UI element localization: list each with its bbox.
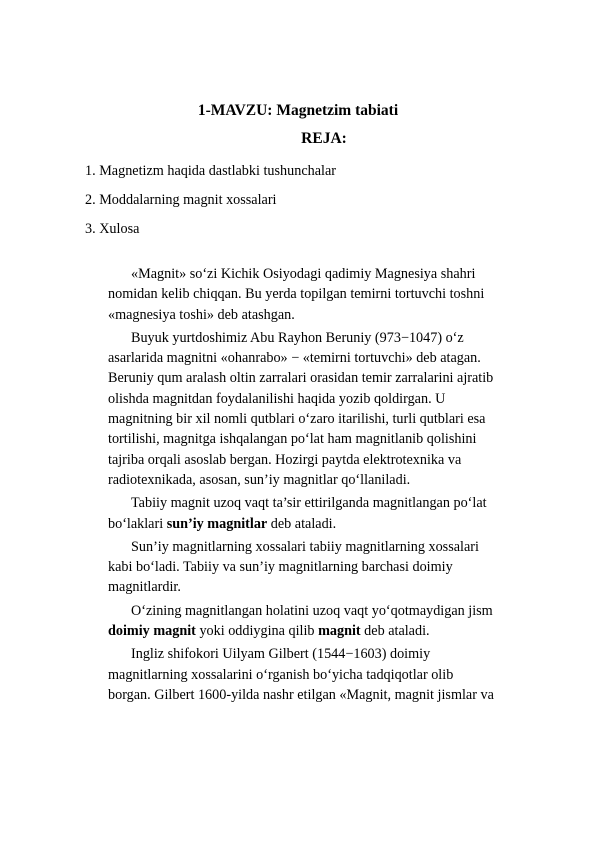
text-run: deb ataladi. — [360, 623, 430, 640]
plan-item: 2. Moddalarning magnit xossalari — [85, 192, 277, 208]
paragraph-artificial-magnets — [85, 493, 541, 534]
text-line: borgan. Gilbert 1600-yilda nashr etilgan «Magnit, magnit jismlar va — [108, 686, 494, 703]
text-line: Tabiiy magnit uzoq vaqt ta’sir ettirilganda magnitlangan po‘lat — [131, 495, 487, 512]
text-line: Buyuk yurtdoshimiz Abu Rayhon Beruniy (973−1047) o‘z — [131, 329, 464, 346]
text-line: tortilishi, magnitga ishqalangan po‘lat ham magnitlanib qolishini — [108, 431, 477, 448]
text-line: radiotexnikada, asosan, sun’iy magnitlar qo‘llaniladi. — [108, 471, 411, 488]
text-line — [85, 514, 541, 534]
text-line: Sun’iy magnitlarning xossalari tabiiy magnitlarning xossalari — [131, 538, 479, 555]
text-line: O‘zining magnitlangan holatini uzoq vaqt yo‘qotmaydigan jism — [131, 602, 493, 619]
bold-term: doimiy magnit — [108, 623, 196, 640]
page-title: 1-MAVZU: Magnetzim tabiati — [197, 102, 399, 119]
document-body — [85, 264, 541, 705]
paragraph-gilbert — [85, 644, 541, 705]
text-line: magnitning bir xil nomli qutblari o‘zaro itarilishi, turli qutblari esa — [108, 411, 486, 428]
paragraph-permanent-magnets — [85, 537, 541, 598]
text-line: tajriba orqali asoslab bergan. Hozirgi paytda elektrotexnika va — [108, 451, 462, 468]
text-line: olishda magnitdan foydalanilishi haqida yozib qoldirgan. U — [108, 390, 446, 407]
plan-list — [85, 161, 545, 248]
text-line: Beruniy qum aralash oltin zarralari orasidan temir zarralarini ajratib — [108, 370, 494, 387]
text-line: «Magnit» so‘zi Kichik Osiyodagi qadimiy Magnesiya shahri — [131, 266, 476, 282]
bold-term: sun’iy magnitlar — [166, 515, 268, 532]
text-line — [85, 621, 541, 641]
text-run: deb ataladi. — [267, 515, 337, 532]
text-line: asarlarida magnitni «ohanrabo» − «temirni tortuvchi» deb atagan. — [108, 350, 481, 367]
paragraph-magnit-origin — [85, 264, 541, 325]
text-line: magnitlarning xossalarini o‘rganish bo‘yicha tadqiqotlar olib — [108, 666, 454, 683]
plan-item: 1. Magnetizm haqida dastlabki tushunchalar — [85, 163, 336, 179]
plan-heading: REJA: — [301, 130, 347, 147]
plan-item: 3. Xulosa — [85, 221, 140, 237]
paragraph-magnet-definition — [85, 601, 541, 642]
text-line: «magnesiya toshi» deb atashgan. — [108, 306, 295, 323]
paragraph-beruniy — [85, 328, 541, 490]
text-line: Ingliz shifokori Uilyam Gilbert (1544−1603) doimiy — [131, 646, 431, 663]
text-run: bo‘laklari — [108, 515, 167, 532]
bold-term: magnit — [318, 623, 361, 640]
text-run: yoki oddiygina qilib — [195, 623, 319, 640]
text-line: magnitlardir. — [108, 579, 181, 596]
text-line: nomidan kelib chiqqan. Bu yerda topilgan temirni tortuvchi toshni — [108, 286, 485, 303]
text-line: kabi bo‘ladi. Tabiiy va sun’iy magnitlarning barchasi doimiy — [108, 559, 453, 576]
